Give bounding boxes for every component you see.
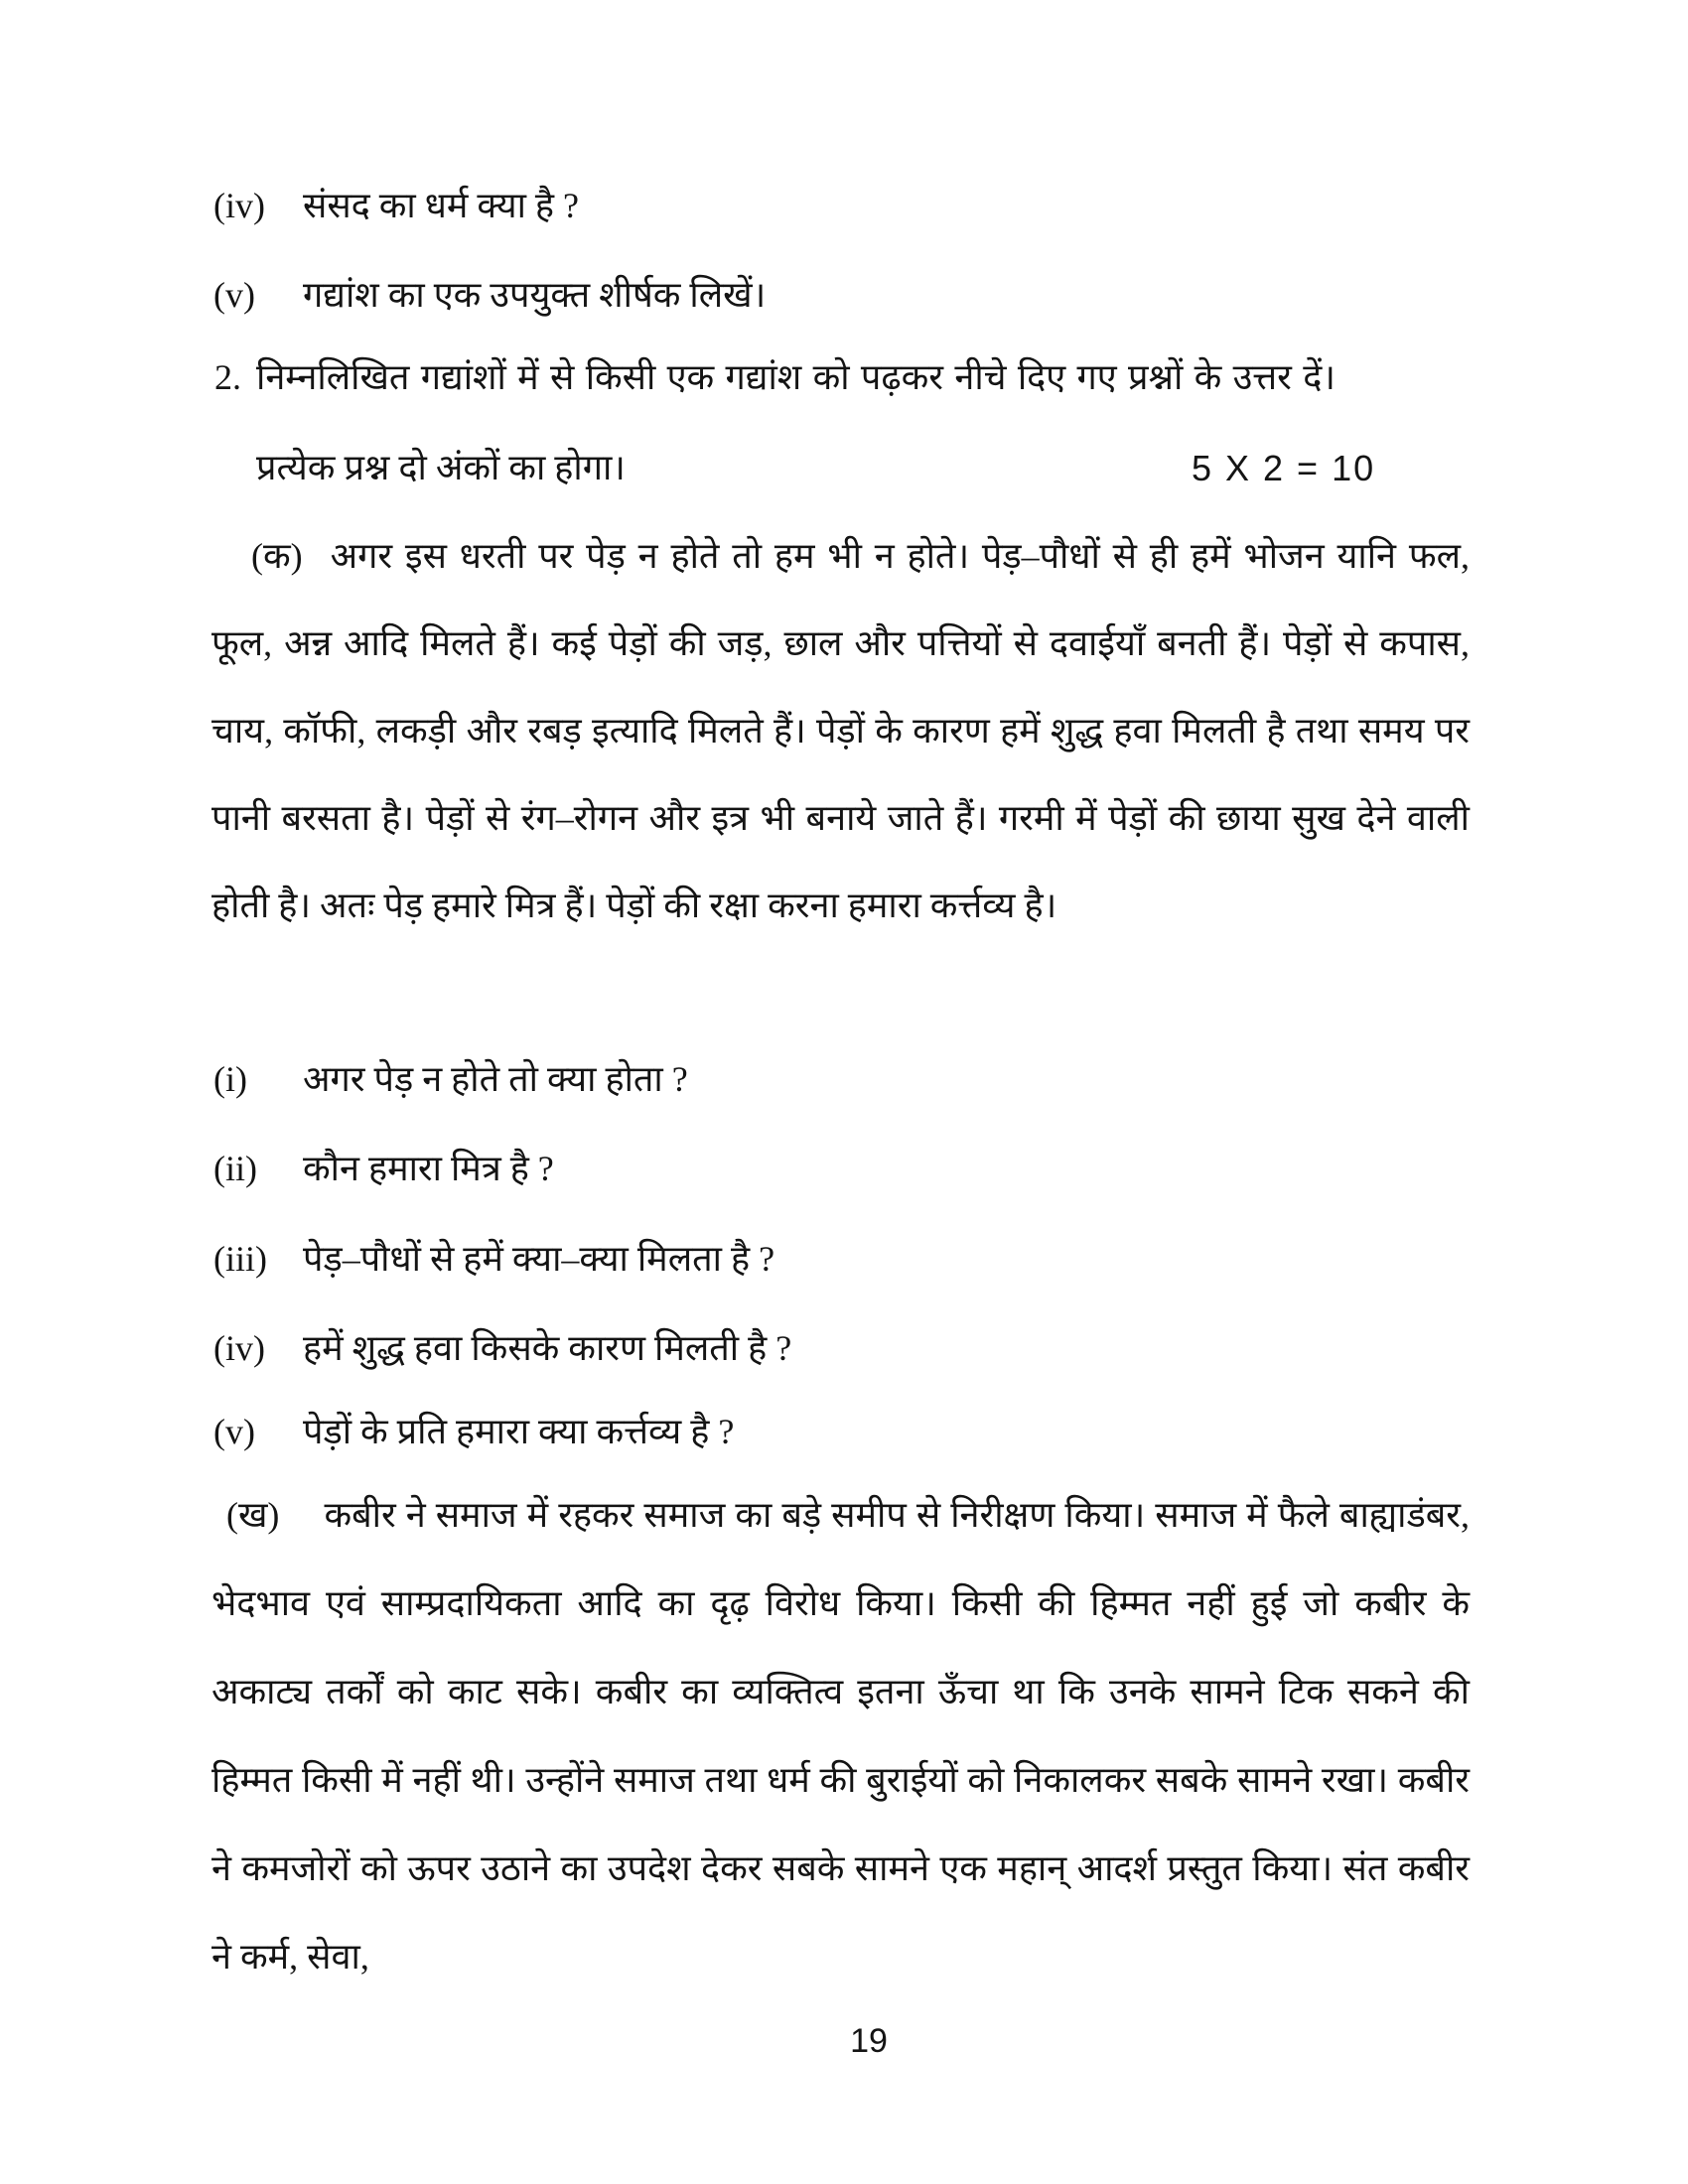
- question-number-label: (ii): [213, 1149, 257, 1188]
- question-text: हमें शुद्ध हवा किसके कारण मिलती है ?: [303, 1328, 792, 1368]
- passage-a-label: (क): [251, 536, 303, 576]
- question2-marks: 5 X 2 = 10: [1192, 448, 1376, 488]
- question-text: पेड़ों के प्रति हमारा क्या कर्त्तव्य है ?: [303, 1412, 735, 1451]
- subquestion-ii: [213, 1144, 554, 1193]
- question-text: कौन हमारा मित्र है ?: [303, 1149, 554, 1188]
- question-number-label: (v): [213, 275, 255, 315]
- question-number-label: (iv): [213, 1328, 265, 1368]
- carryover-question-iv: [213, 181, 579, 230]
- question-text: पेड़–पौधों से हमें क्या–क्या मिलता है ?: [303, 1239, 775, 1279]
- subquestion-iv: [213, 1323, 791, 1373]
- passage-b-label: (ख): [226, 1495, 280, 1535]
- subquestion-iii: [213, 1234, 774, 1284]
- question-number-label: (iii): [213, 1239, 267, 1279]
- passage-a-text: अगर इस धरती पर पेड़ न होते तो हम भी न होते। पेड़–पौधों से ही हमें भोजन यानि फल, फूल, अन्न आदि मिलते हैं। कई पेड़ों की जड़, छाल और पत्तियों से दवाईयाँ बनती हैं। पेड़ों से कपास, चाय, कॉफी, लकड़ी और रबड़ इत्यादि मिलते हैं। पेड़ों के कारण हमें शुद्ध हवा मिलती है तथा समय पर पानी बरसता है। पेड़ों से रंग–रोगन और इत्र भी बनाये जाते हैं। गरमी में पेड़ों की छाया सुख देने वाली होती है। अतः पेड़ हमारे मित्र हैं। पेड़ों की रक्षा करना हमारा कर्त्तव्य है।: [211, 536, 1470, 925]
- question-text: गद्यांश का एक उपयुक्त शीर्षक लिखें।: [303, 275, 767, 315]
- question-number-label: (v): [213, 1412, 255, 1451]
- question-text: अगर पेड़ न होते तो क्या होता ?: [303, 1059, 688, 1099]
- carryover-question-v: [213, 270, 766, 320]
- passage-b: [211, 1471, 1470, 2001]
- passage-a: [211, 512, 1470, 949]
- question-number-label: (i): [213, 1059, 247, 1099]
- question-text: संसद का धर्म क्या है ?: [303, 186, 579, 225]
- question2-instruction: निम्नलिखित गद्यांशों में से किसी एक गद्यांश को पढ़कर नीचे दिए गए प्रश्नों के उत्तर दें। प्रत्येक प्रश्न दो अंकों का होगा।: [256, 357, 1336, 487]
- subquestion-v: [213, 1407, 734, 1456]
- page-number: 19: [850, 2022, 888, 2060]
- subquestion-i: [213, 1054, 688, 1104]
- question-number-label: (iv): [213, 186, 265, 225]
- question2-number: 2.: [214, 357, 241, 397]
- passage-b-text: कबीर ने समाज में रहकर समाज का बड़े समीप से निरीक्षण किया। समाज में फैले बाह्याडंबर, भेदभाव एवं साम्प्रदायिकता आदि का दृढ़ विरोध किया। किसी की हिम्मत नहीं हुई जो कबीर के अकाट्य तर्कों को काट सके। कबीर का व्यक्तित्व इतना ऊँचा था कि उनके सामने टिक सकने की हिम्मत किसी में नहीं थी। उन्होंने समाज तथा धर्म की बुराईयों को निकालकर सबके सामने रखा। कबीर ने कमजोरों को ऊपर उठाने का उपदेश देकर सबके सामने एक महान् आदर्श प्रस्तुत किया। संत कबीर ने कर्म, सेवा,: [211, 1495, 1470, 1977]
